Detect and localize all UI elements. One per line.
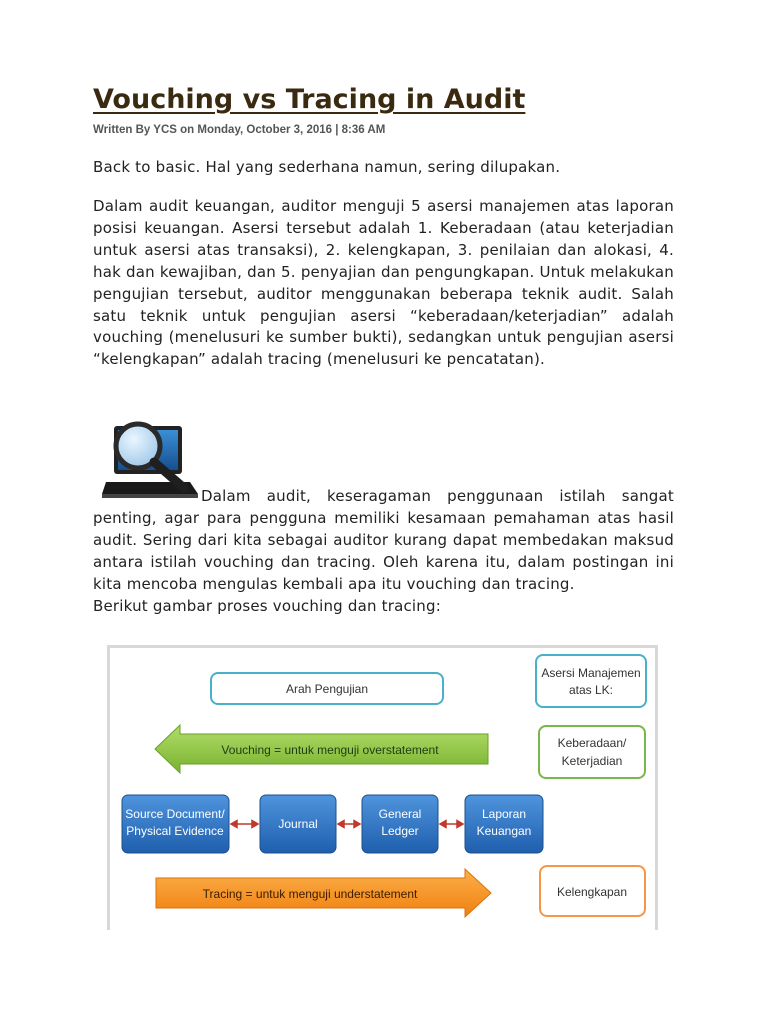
byline-sep: | [332,124,342,136]
paragraph-1: Dalam audit keuangan, auditor menguji 5 asersi manajemen atas laporan posisi keuangan. Asersi tersebut adalah 1. Keberadaan (atau keterjadian untuk asersi atas transaksi), 2. kelengkapan, 3. penilaian dan alokasi, 4. hak dan kewajiban, dan 5. penyajian dan pengungkapan. Untuk melakukan pengujian tersebut, auditor menggunakan beberapa teknik audit. Salah satu teknik untuk pengujian asersi “keberadaan/keterjadian” adalah vouching (menelusuri ke sumber bukti), sedangkan untuk pengujian asersi “kelengkapan” adalah tracing (menelusuri ke pencatatan). [93,197,674,369]
connector-ledger-laporan [440,821,463,828]
process-box-ledger-line2: Ledger [381,824,419,838]
post-byline [93,124,385,136]
vouching-arrow-label: Vouching = untuk menguji overstatement [221,743,439,757]
process-box-journal-line1: Journal [278,817,318,831]
post-title[interactable]: Vouching vs Tracing in Audit [93,84,526,115]
assertion-existence-box [539,726,645,778]
byline-author[interactable]: YCS [153,124,177,136]
assertion-header-box [536,655,646,707]
process-box-source-line2: Physical Evidence [126,824,224,838]
intro-text: Back to basic. Hal yang sederhana namun, sering dilupakan. [93,158,561,176]
assertion-existence-line2: Keterjadian [561,754,623,768]
connector-source-journal [231,821,258,828]
assertion-header-line2: atas LK: [568,683,614,697]
arah-pengujian-label: Arah Pengujian [285,682,369,696]
paragraph-2-last: Berikut gambar proses vouching dan tracing: [93,596,441,615]
assertion-completeness-label: Kelengkapan [556,885,628,899]
assertion-existence-line1: Keberadaan/ [557,736,627,750]
byline-date: Monday, October 3, 2016 [197,124,333,136]
process-box-laporan-line1: Laporan [481,807,527,821]
process-box-source-line1: Source Document/ [125,807,225,821]
byline-time: 8:36 AM [341,124,386,136]
paragraph-2 [93,486,674,617]
connector-journal-ledger [338,821,360,828]
process-box-ledger-line1: General [378,807,422,821]
assertion-header-line1: Asersi Manajemen [541,666,641,680]
paragraph-2-text: Dalam audit, keseragaman penggunaan istilah sangat penting, agar para pengguna memiliki kesamaan pemahaman atas hasil audit. Sering dari kita sebagai auditor kurang dapat membedakan maksud antara istilah vouching dan tracing. Oleh karena itu, dalam postingan ini kita mencoba mengulas kembali apa itu vouching dan tracing. [93,487,674,593]
byline-on: on [176,124,198,136]
vouching-tracing-diagram [107,645,658,930]
tracing-arrow-label: Tracing = untuk menguji understatement [202,887,418,901]
byline-prefix: Written By [93,124,154,136]
process-box-laporan-line2: Keuangan [476,824,532,838]
